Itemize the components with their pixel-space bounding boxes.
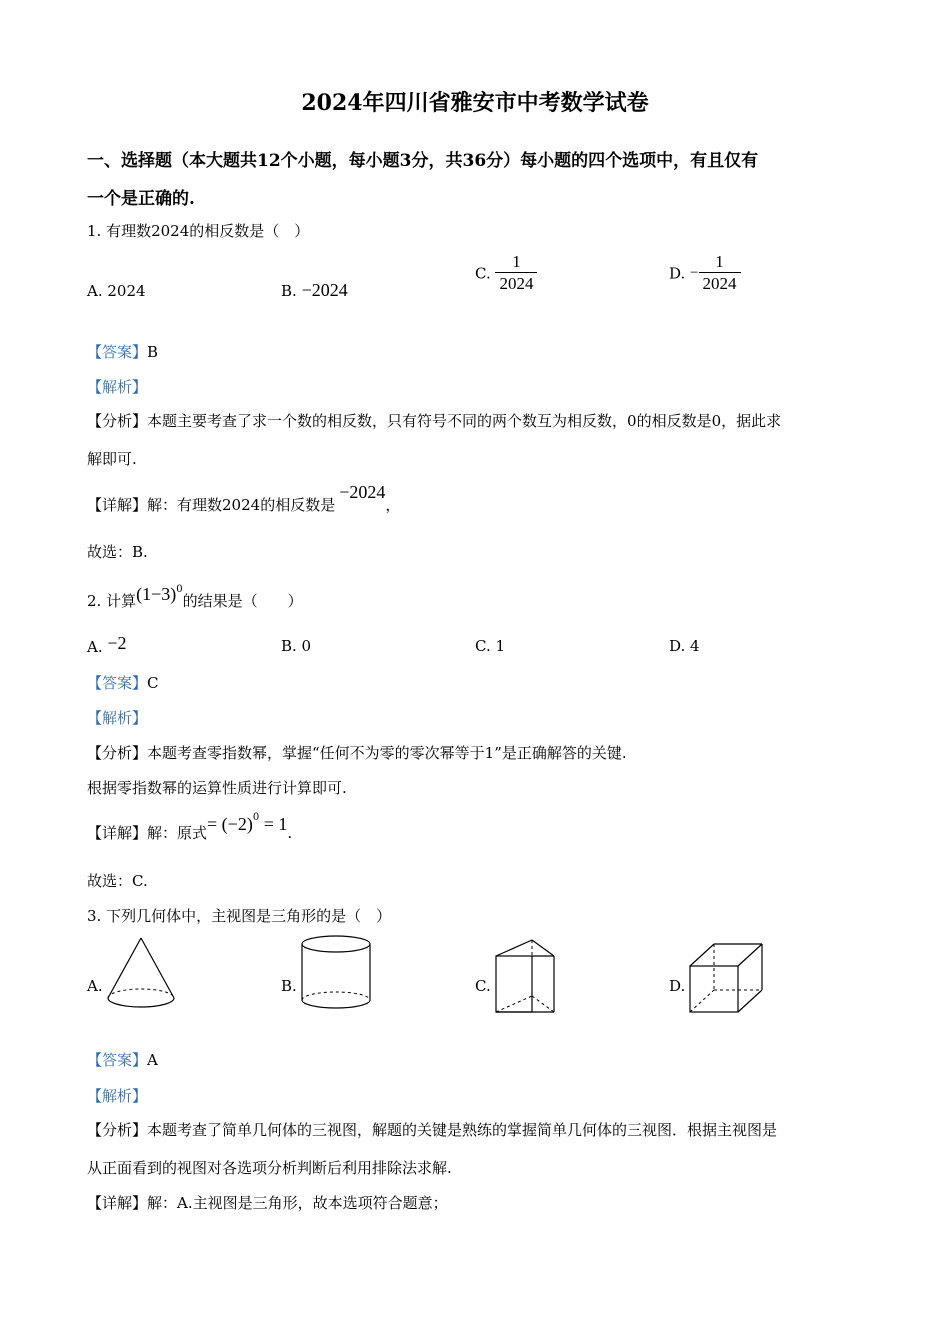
q2-detail-text: 解：原式 [147, 824, 208, 842]
q1-option-d-sign: − [690, 265, 699, 281]
q2-stem-pre: 2. 计算 [87, 592, 137, 610]
fenxi-tag: 【分析】 [87, 744, 148, 762]
q1-option-d-fraction [699, 252, 741, 295]
q2-analysis-tag: 【解析】 [87, 709, 148, 727]
q1-option-b [281, 280, 348, 301]
section-heading-line1: 一、选择题（本大题共12个小题，每小题3分，共36分）每小题的四个选项中，有且仅有 [87, 151, 759, 171]
q1-answer [87, 341, 158, 362]
cone-figure [106, 936, 176, 1016]
q1-option-c-label: C. [475, 264, 496, 283]
q1-option-d-denominator: 2024 [699, 272, 741, 295]
q2-detail [87, 812, 293, 843]
page-title: 2024年四川省雅安市中考数学试卷 [301, 90, 649, 116]
q2-option-b: B. 0 [281, 637, 312, 655]
q3-option-a-label: A. [87, 977, 103, 995]
q1-fenxi-line2: 解即可. [87, 450, 137, 468]
q1-option-a [87, 282, 146, 300]
q1-option-c-denominator: 2024 [495, 272, 537, 295]
q3-fenxi-text: 本题考查了简单几何体的三视图，解题的关键是熟练的掌握简单几何体的三视图．根据主视图是 [147, 1121, 778, 1139]
q3-fenxi-line2: 从正面看到的视图对各选项分析判断后利用排除法求解. [87, 1159, 452, 1177]
triangular-prism-figure [494, 938, 556, 1016]
q1-detail [87, 482, 401, 515]
q2-fenxi-line1 [87, 742, 627, 763]
section-heading-line2: 一个是正确的. [87, 189, 195, 209]
q3-detail [87, 1192, 448, 1213]
q2-answer [87, 672, 159, 693]
q1-option-d [669, 252, 741, 295]
q1-option-d-label: D. [669, 264, 691, 283]
cube-figure [688, 942, 764, 1014]
q1-detail-math: −2024 [339, 482, 386, 502]
q2-option-c: C. 1 [475, 637, 506, 655]
q3-answer-value: A [147, 1051, 158, 1069]
q1-detail-text: 解：有理数2024的相反数是 [147, 496, 336, 514]
q2-stem [87, 584, 303, 611]
q3-fenxi-line1 [87, 1119, 777, 1140]
q3-detail-text: 解：A.主视图是三角形，故本选项符合题意； [147, 1194, 448, 1212]
q1-option-a-label: A. [87, 282, 108, 300]
fenxi-tag: 【分析】 [87, 412, 148, 430]
answer-tag: 【答案】 [87, 343, 148, 361]
q2-option-d: D. 4 [669, 637, 700, 655]
q2-stem-post: 的结果是（ ） [182, 592, 303, 610]
q2-fenxi-text: 本题考查零指数幂，掌握“任何不为零的零次幂等于1”是正确解答的关键. [147, 744, 627, 762]
q2-detail-math: = (−2) [207, 814, 253, 834]
q2-choose: 故选：C. [87, 872, 148, 890]
q3-option-b-label: B. [281, 977, 297, 995]
detail-tag: 【详解】 [87, 1194, 148, 1212]
detail-tag: 【详解】 [87, 824, 148, 842]
q1-fenxi-line1 [87, 410, 781, 431]
q1-option-c-fraction [495, 252, 537, 295]
q2-stem-exponent: 0 [176, 584, 183, 595]
q3-stem: 3. 下列几何体中，主视图是三角形的是（ ） [87, 907, 392, 925]
q2-option-a [87, 633, 127, 657]
q2-option-a-label: A. [87, 638, 108, 656]
cylinder-figure [300, 934, 372, 1016]
q2-stem-math: (1−3) [136, 584, 177, 604]
q2-detail-exponent: 0 [252, 812, 260, 823]
q2-detail-end: . [287, 824, 293, 842]
q2-answer-value: C [147, 674, 159, 692]
q1-option-b-label: B. [281, 282, 302, 300]
q1-option-d-numerator: 1 [715, 252, 724, 271]
fenxi-tag: 【分析】 [87, 1121, 148, 1139]
q1-analysis-tag: 【解析】 [87, 378, 148, 396]
answer-tag: 【答案】 [87, 674, 148, 692]
q1-option-b-value: −2024 [301, 280, 348, 300]
q2-detail-math2: = 1 [259, 814, 288, 834]
q1-fenxi-text: 本题主要考查了求一个数的相反数，只有符号不同的两个数互为相反数，0的相反数是0，据此求 [147, 412, 782, 430]
q2-fenxi-line2: 根据零指数幂的运算性质进行计算即可. [87, 779, 347, 797]
q1-option-a-value: 2024 [107, 282, 146, 300]
detail-tag: 【详解】 [87, 496, 148, 514]
q3-answer [87, 1049, 158, 1070]
q1-option-c [475, 252, 537, 295]
q1-choose: 故选：B. [87, 543, 148, 561]
q1-answer-value: B [147, 343, 159, 361]
q2-option-a-value: −2 [107, 633, 127, 653]
answer-tag: 【答案】 [87, 1051, 148, 1069]
q1-detail-end: ， [385, 496, 401, 514]
q1-stem: 1. 有理数2024的相反数是（ ） [87, 222, 310, 240]
q3-option-d-label: D. [669, 977, 686, 995]
q3-option-c-label: C. [475, 977, 491, 995]
q1-option-c-numerator: 1 [512, 252, 521, 271]
q3-analysis-tag: 【解析】 [87, 1087, 148, 1105]
